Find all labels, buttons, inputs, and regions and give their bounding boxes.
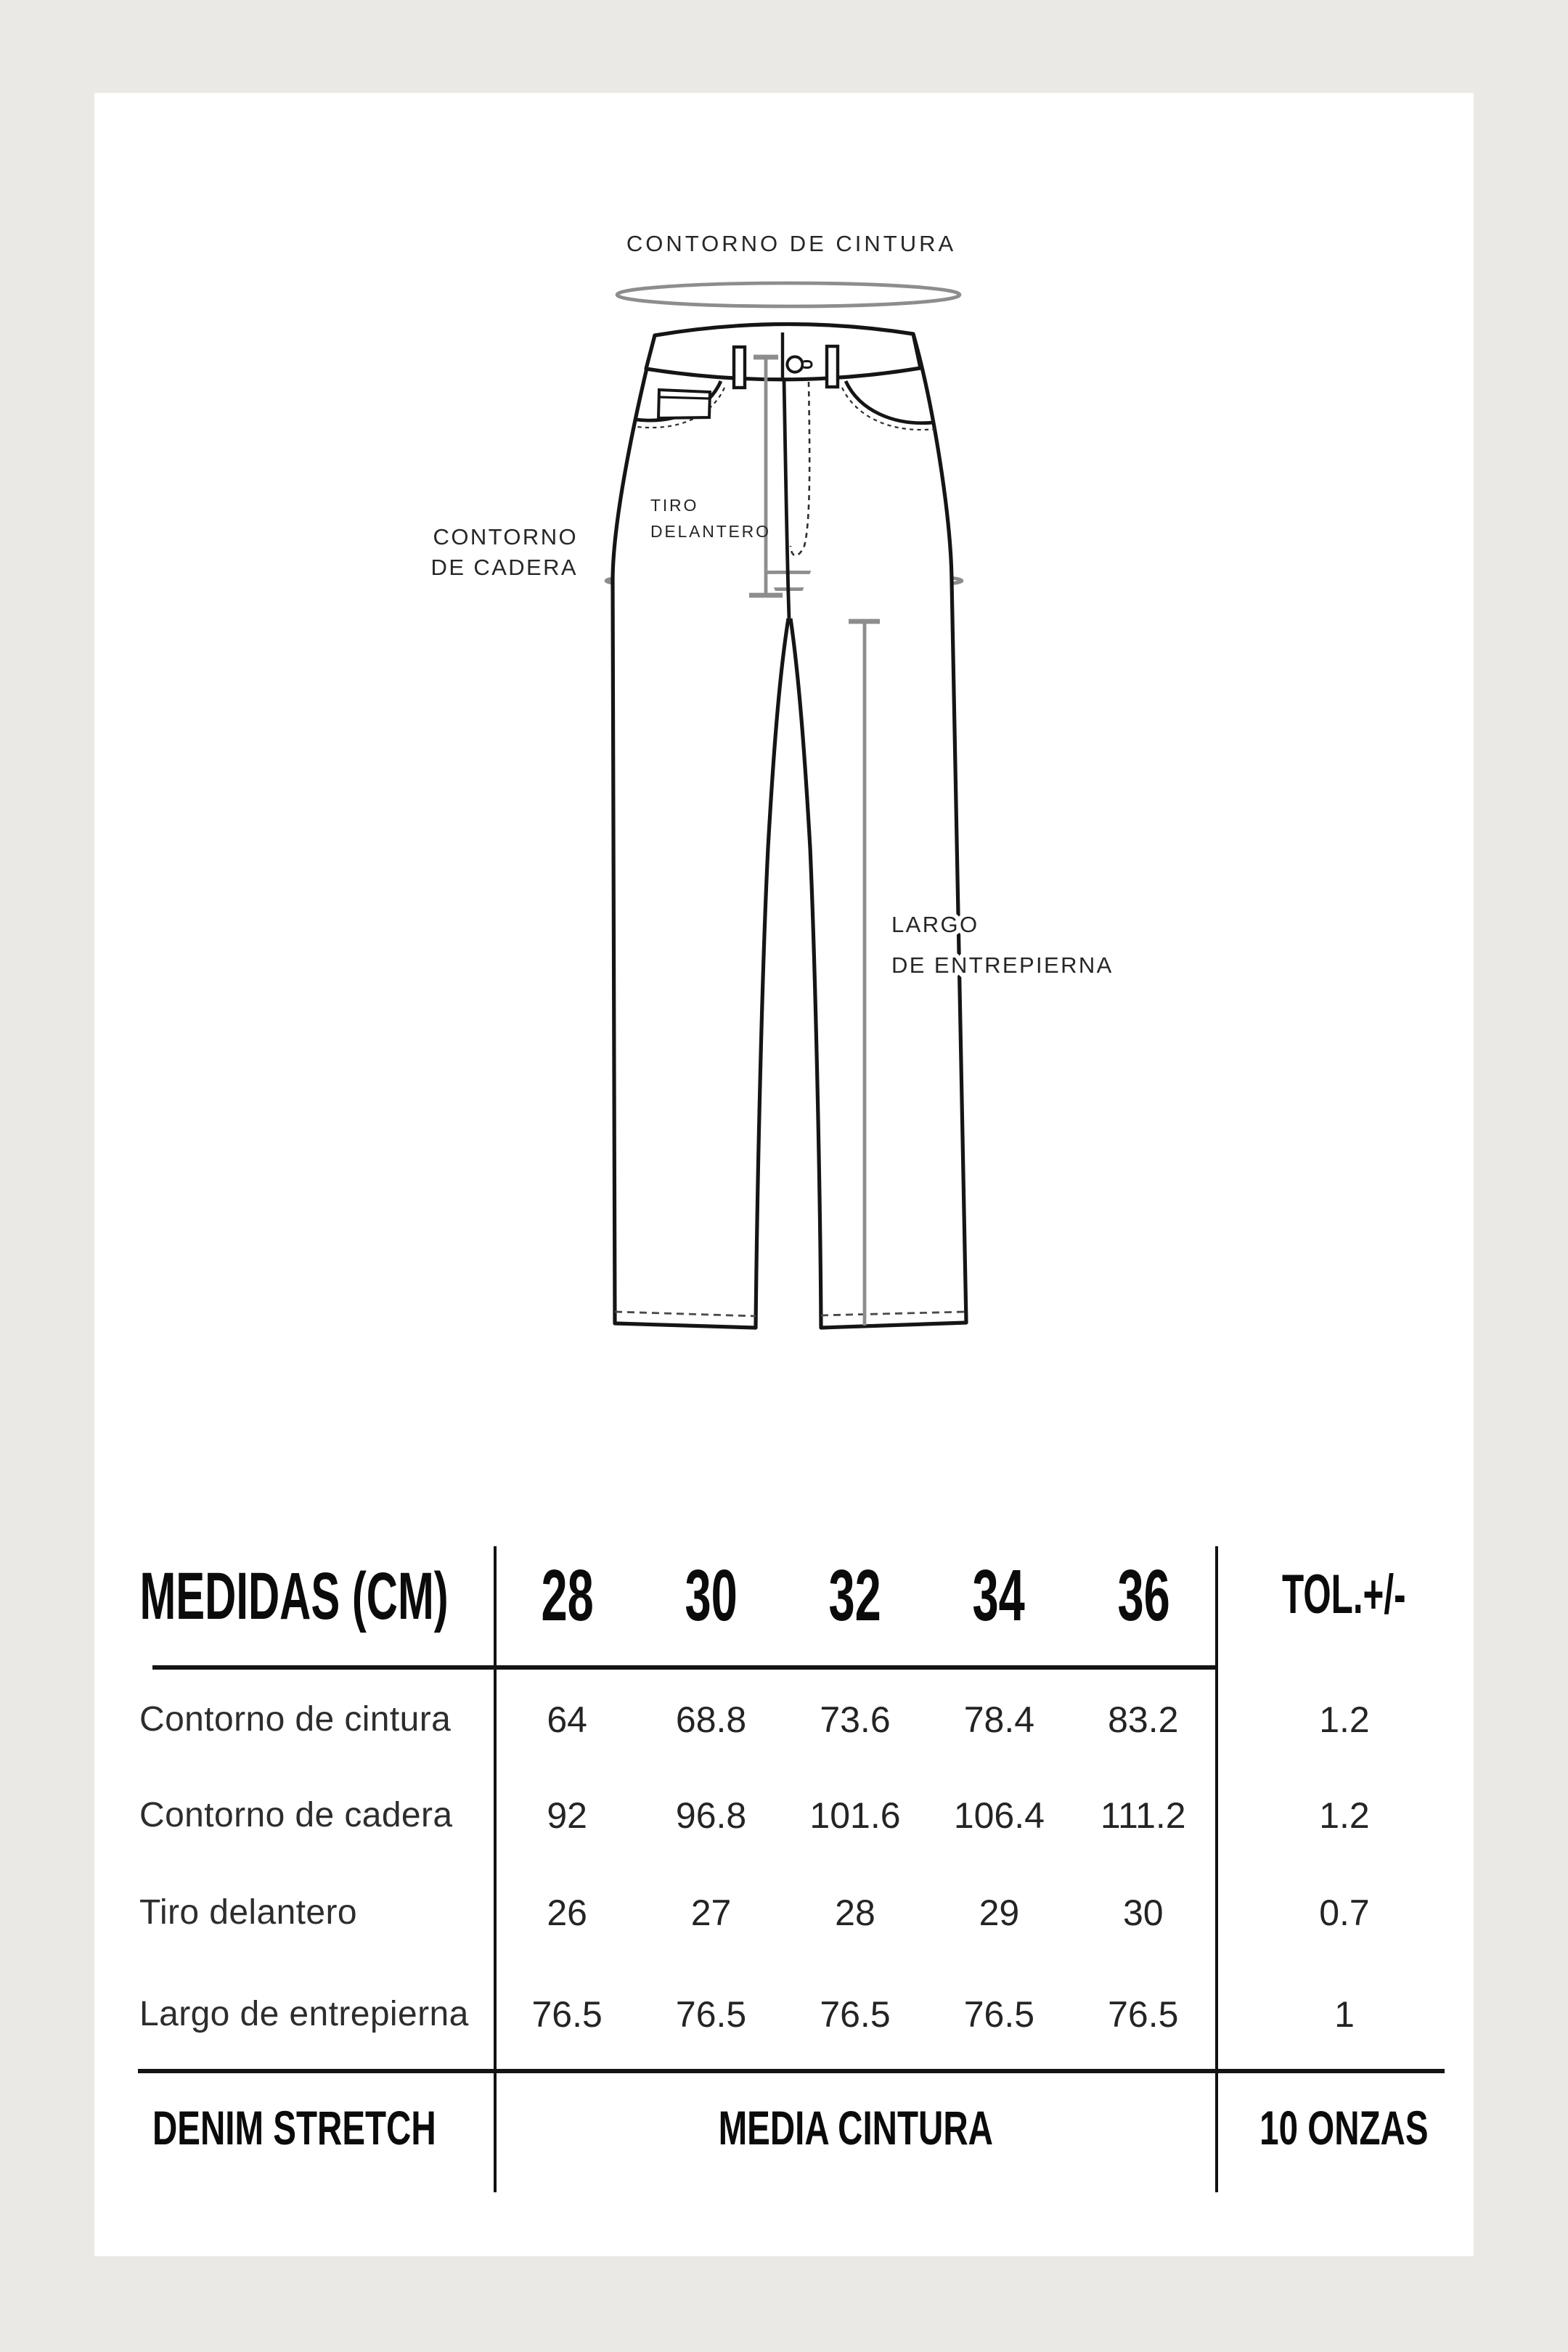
table-row xyxy=(495,1983,1215,2047)
size-column-header xyxy=(495,1549,639,1642)
front-rise-label-line2: DELANTERO xyxy=(650,522,771,541)
tolerance-value: 1.2 xyxy=(1319,1795,1370,1836)
inseam-label-line2: DE ENTREPIERNA xyxy=(891,952,1114,978)
header-underline xyxy=(152,1665,1217,1670)
size-column-header xyxy=(783,1549,927,1642)
size-28: 28 xyxy=(541,1555,594,1636)
row-label: Largo de entrepierna xyxy=(139,1995,469,2034)
measurements-table xyxy=(94,93,1474,2256)
cell-value: 96.8 xyxy=(675,1795,747,1836)
cell-value: 106.4 xyxy=(953,1795,1045,1836)
size-30: 30 xyxy=(685,1555,738,1636)
waist-label: CONTORNO DE CINTURA xyxy=(626,231,957,256)
size-column-header xyxy=(639,1549,783,1642)
footer-weight-text: 10 ONZAS xyxy=(1259,2101,1429,2155)
table-title xyxy=(94,1549,495,1642)
hip-label-line1: CONTORNO xyxy=(433,524,578,550)
size-column-header xyxy=(927,1549,1071,1642)
footer-fit-text: MEDIA CINTURA xyxy=(717,2101,993,2155)
table-row xyxy=(495,1689,1215,1752)
size-header-row xyxy=(495,1549,1215,1642)
table-row xyxy=(495,1784,1215,1848)
footer-fabric-text: DENIM STRETCH xyxy=(152,2101,437,2155)
tolerance-value: 0.7 xyxy=(1319,1892,1370,1933)
footer-weight xyxy=(1215,2098,1474,2159)
cell-value: 76.5 xyxy=(675,1994,747,2035)
tolerance-header-text: TOL.+/- xyxy=(1282,1564,1407,1625)
cell-value: 28 xyxy=(835,1892,875,1933)
table-row xyxy=(495,1882,1215,1945)
cell-value: 83.2 xyxy=(1108,1699,1179,1740)
footer-fabric xyxy=(94,2098,495,2159)
cell-value: 26 xyxy=(547,1892,587,1933)
row-label: Tiro delantero xyxy=(139,1893,357,1932)
cell-value: 30 xyxy=(1122,1892,1164,1933)
size-36: 36 xyxy=(1116,1555,1169,1636)
cell-value: 76.5 xyxy=(820,1994,891,2035)
size-guide-card xyxy=(94,93,1474,2256)
cell-value: 68.8 xyxy=(675,1699,747,1740)
tolerance-value: 1.2 xyxy=(1319,1699,1370,1740)
cell-value: 73.6 xyxy=(820,1699,891,1740)
cell-value: 64 xyxy=(547,1699,587,1740)
size-column-header xyxy=(1071,1549,1215,1642)
front-rise-label-line1: TIRO xyxy=(650,496,699,515)
size-32: 32 xyxy=(828,1555,882,1636)
cell-value: 111.2 xyxy=(1100,1795,1186,1836)
cell-value: 29 xyxy=(979,1892,1020,1933)
inseam-label-line1: LARGO xyxy=(891,912,979,937)
cell-value: 76.5 xyxy=(531,1994,603,2035)
tolerance-header xyxy=(1215,1549,1474,1642)
footer-fit xyxy=(495,2098,1215,2159)
cell-value: 101.6 xyxy=(809,1795,901,1836)
row-label: Contorno de cadera xyxy=(139,1796,453,1835)
cell-value: 27 xyxy=(690,1892,732,1933)
footer-topline xyxy=(138,2069,1445,2073)
table-title-text: MEDIDAS (CM) xyxy=(140,1558,449,1633)
size-34: 34 xyxy=(973,1555,1026,1636)
hip-label-line2: DE CADERA xyxy=(430,555,578,580)
cell-value: 76.5 xyxy=(1108,1994,1179,2035)
table-divider-left xyxy=(494,1546,497,2192)
cell-value: 76.5 xyxy=(963,1994,1035,2035)
tolerance-value: 1 xyxy=(1334,1994,1355,2035)
table-divider-right xyxy=(1215,1546,1218,2192)
row-label: Contorno de cintura xyxy=(139,1700,452,1739)
cell-value: 78.4 xyxy=(963,1699,1035,1740)
cell-value: 92 xyxy=(547,1795,587,1836)
